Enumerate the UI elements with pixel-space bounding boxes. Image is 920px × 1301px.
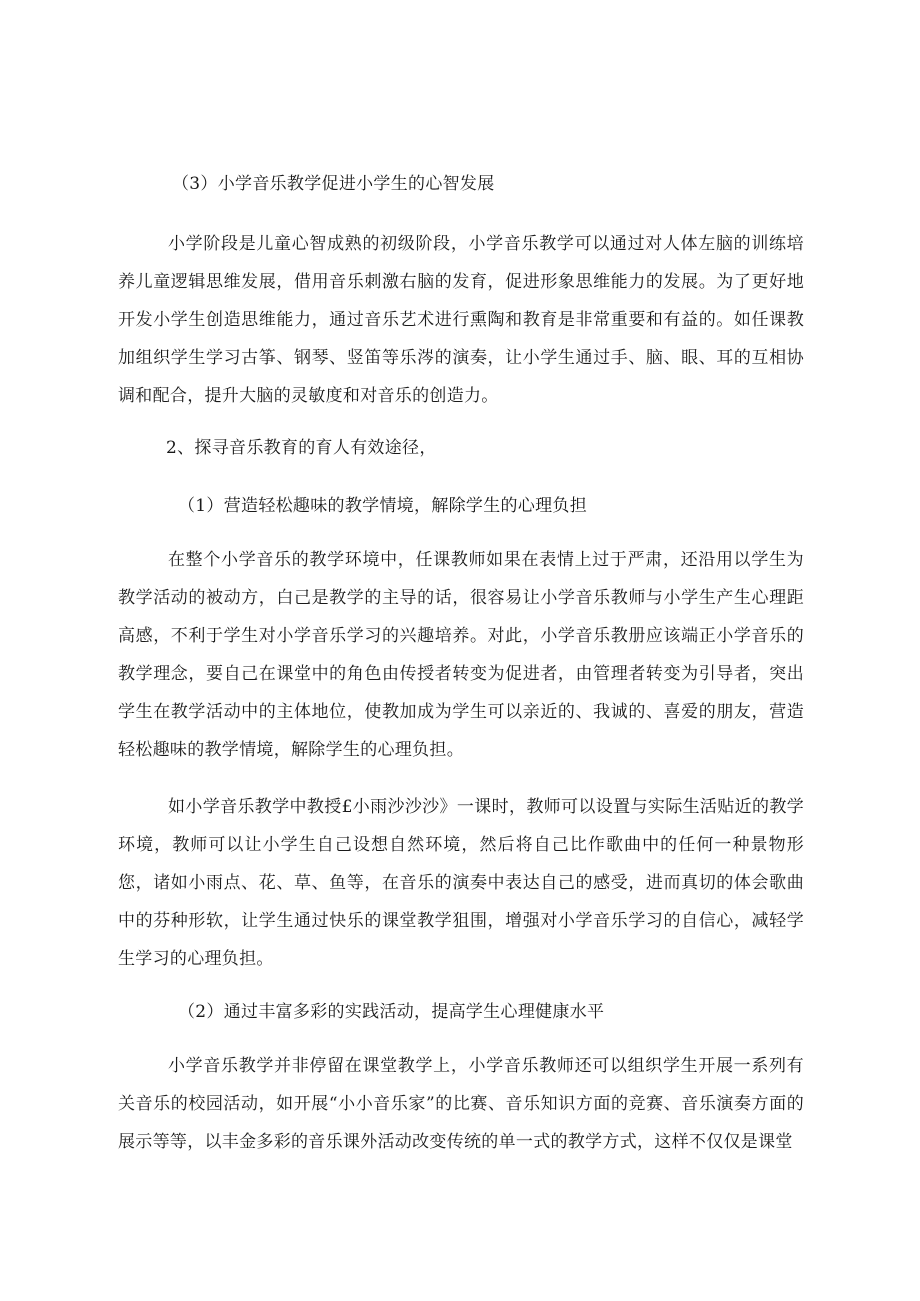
paragraph-4: 小学音乐教学并非停留在课堂教学上，小学音乐教师还可以组织学生开展一系列有关音乐的校园活动，如开展“小小音乐家”的比赛、音乐知识方面的竞赛、音乐演奏方面的展示等等，以丰金多彩的音乐课外活动改变传统的单一式的教学方式，这样不仅仅是课堂 <box>118 1056 804 1152</box>
subheading-3: （3）小学音乐教学促进小学生的心智发展 <box>172 174 495 194</box>
paragraph-2: 在整个小学音乐的教学环境中，任课教师如果在表情上过于严肃，还沿用以学生为教学活动的被动方，白己是教学的主导的话，很容易让小学音乐教师与小学生产生心理距高感，不利于学生对小学音乐学习的兴趣培养。对此，小学音乐教册应该端正小学音乐的教学理念，要自己在课堂中的角色由传授者转变为促进者，由管理者转变为引导者，突出学生在教学活动中的主体地位，使教加成为学生可以亲近的、我诚的、喜爱的朋友，营造轻松趣味的教学情境，解除学生的心理负担。 <box>118 550 804 760</box>
paragraph-1: 小学阶段是儿童心智成熟的初级阶段，小学音乐教学可以通过对人体左脑的训练培养儿童逻辑思维发展，借用音乐刺激右脑的发育，促进形象思维能力的发展。为了更好地开发小学生创造思维能力，通过音乐艺术进行熏陶和教育是非常重要和有益的。如任课教加组织学生学习古筝、钢琴、竖笛等乐涔的演奏，让小学生通过手、脑、眼、耳的互相协调和配合，提升大脑的灵敏度和对音乐的创造力。 <box>118 234 804 406</box>
subheading-2: （2）通过丰富多彩的实践活动，提高学生心理健康水平 <box>178 1002 605 1022</box>
subheading-1: （1）营造轻松趣味的教学情境，解除学生的心理负担 <box>178 496 588 516</box>
paragraph-3: 如小学音乐教学中教授£小雨沙沙沙》一课时，教师可以设置与实际生活贴近的教学环境，教师可以让小学生自己设想自然环境，然后将自己比作歌曲中的任何一种景物形您，诸如小雨点、花、草、鱼等，在音乐的演奏中表达自己的感受，进而真切的体会歌曲中的芬种形软，让学生通过快乐的课堂教学狙围，增强对小学音乐学习的自信心，减轻学生学习的心理负担。 <box>118 797 804 969</box>
section-heading-2: 2、探寻音乐教育的育人有效途径， <box>166 438 437 458</box>
